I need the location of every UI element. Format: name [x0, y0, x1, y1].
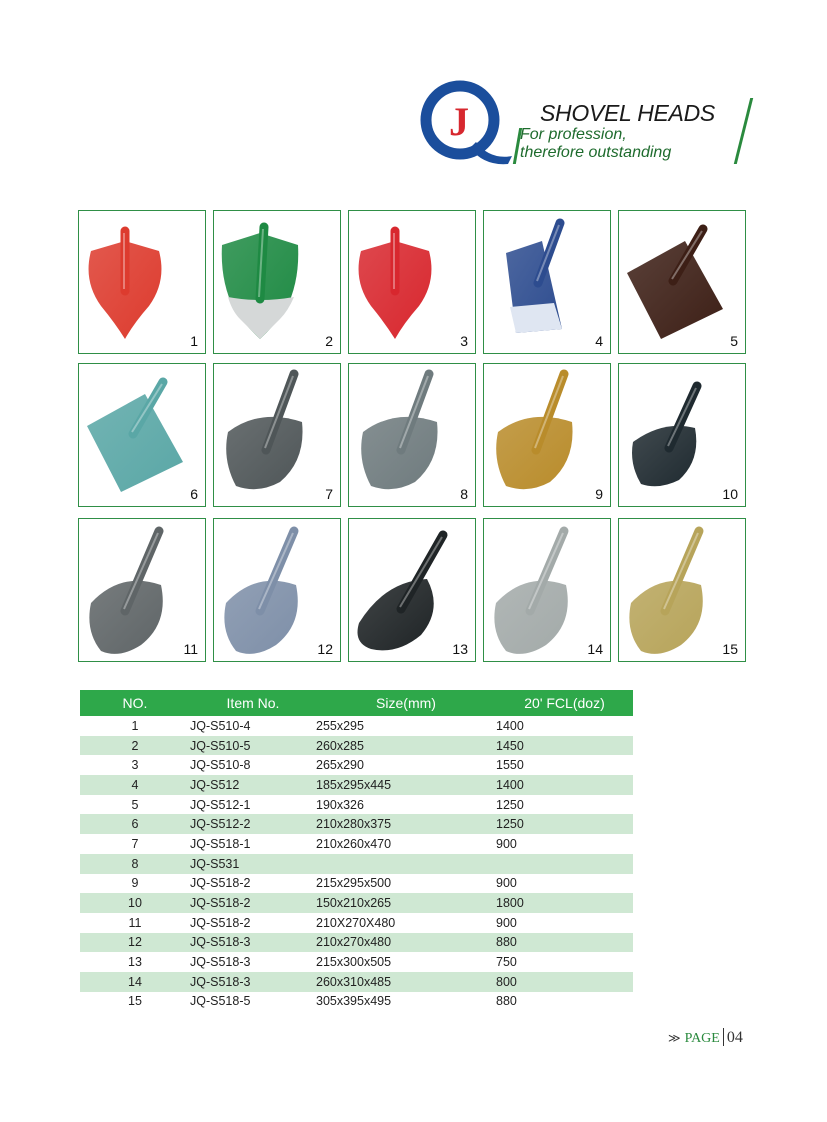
cell-no: 8 — [80, 854, 190, 874]
col-header-item: Item No. — [190, 690, 316, 716]
cell-size: 215x300x505 — [316, 952, 496, 972]
cell-no: 7 — [80, 834, 190, 854]
cell-size: 210x280x375 — [316, 814, 496, 834]
spec-table — [80, 690, 633, 1011]
product-cell — [78, 363, 206, 507]
cell-size: 305x395x495 — [316, 992, 496, 1012]
title-block — [512, 98, 762, 170]
cell-size: 260x310x485 — [316, 972, 496, 992]
cell-fcl — [496, 854, 633, 874]
product-number: 6 — [190, 486, 198, 502]
cell-size: 265x290 — [316, 755, 496, 775]
product-number: 3 — [460, 333, 468, 349]
cell-size: 210x270x480 — [316, 933, 496, 953]
product-number: 13 — [452, 641, 468, 657]
product-number: 12 — [317, 641, 333, 657]
table-row — [80, 736, 633, 756]
svg-text:J: J — [449, 99, 469, 144]
shovel-head-image — [484, 364, 610, 506]
cell-item-no: JQ-S510-4 — [190, 716, 316, 736]
cell-fcl: 1250 — [496, 795, 633, 815]
cell-no: 12 — [80, 933, 190, 953]
qj-logo — [418, 80, 518, 166]
cell-fcl: 880 — [496, 992, 633, 1012]
col-header-fcl: 20' FCL(doz) — [496, 690, 633, 716]
cell-fcl: 800 — [496, 972, 633, 992]
cell-no: 11 — [80, 913, 190, 933]
table-row — [80, 933, 633, 953]
col-header-size: Size(mm) — [316, 690, 496, 716]
product-number: 2 — [325, 333, 333, 349]
arrow-icon: ≫ — [668, 1031, 681, 1045]
cell-no: 10 — [80, 893, 190, 913]
table-row — [80, 913, 633, 933]
product-number: 10 — [722, 486, 738, 502]
cell-item-no: JQ-S518-5 — [190, 992, 316, 1012]
product-cell — [348, 518, 476, 662]
table-row — [80, 854, 633, 874]
shovel-head-image — [79, 211, 205, 353]
product-number: 14 — [587, 641, 603, 657]
product-cell — [348, 363, 476, 507]
product-cell — [618, 518, 746, 662]
cell-no: 6 — [80, 814, 190, 834]
cell-fcl: 750 — [496, 952, 633, 972]
cell-no: 4 — [80, 775, 190, 795]
cell-item-no: JQ-S510-8 — [190, 755, 316, 775]
cell-no: 13 — [80, 952, 190, 972]
product-cell — [483, 363, 611, 507]
tagline-line1: For profession, — [520, 126, 627, 143]
cell-size: 185x295x445 — [316, 775, 496, 795]
cell-item-no: JQ-S512-2 — [190, 814, 316, 834]
table-row — [80, 795, 633, 815]
cell-size: 255x295 — [316, 716, 496, 736]
page-label: PAGE — [684, 1031, 720, 1046]
cell-size: 150x210x265 — [316, 893, 496, 913]
shovel-head-image — [214, 364, 340, 506]
product-cell — [213, 363, 341, 507]
cell-item-no: JQ-S518-3 — [190, 952, 316, 972]
cell-item-no: JQ-S510-5 — [190, 736, 316, 756]
page-title: SHOVEL HEADS — [540, 100, 715, 126]
cell-size: 210X270X480 — [316, 913, 496, 933]
cell-fcl: 900 — [496, 913, 633, 933]
shovel-head-image — [214, 211, 340, 353]
tagline-line2: therefore outstanding — [520, 144, 672, 161]
shovel-head-image — [349, 364, 475, 506]
product-cell — [213, 518, 341, 662]
table-row — [80, 972, 633, 992]
table-row — [80, 952, 633, 972]
cell-item-no: JQ-S512-1 — [190, 795, 316, 815]
product-cell — [78, 518, 206, 662]
shovel-head-image — [349, 211, 475, 353]
shovel-head-image — [484, 519, 610, 661]
cell-item-no: JQ-S512 — [190, 775, 316, 795]
cell-fcl: 900 — [496, 834, 633, 854]
accent-bar-right — [734, 98, 753, 164]
product-cell — [348, 210, 476, 354]
product-cell — [213, 210, 341, 354]
cell-fcl: 1400 — [496, 775, 633, 795]
product-number: 1 — [190, 333, 198, 349]
cell-fcl: 900 — [496, 874, 633, 894]
product-number: 9 — [595, 486, 603, 502]
page-footer — [668, 1028, 743, 1047]
shovel-head-image — [214, 519, 340, 661]
shovel-head-image — [619, 519, 745, 661]
cell-no: 14 — [80, 972, 190, 992]
cell-no: 2 — [80, 736, 190, 756]
table-header-row — [80, 690, 633, 716]
product-number: 15 — [722, 641, 738, 657]
cell-no: 9 — [80, 874, 190, 894]
cell-fcl: 1800 — [496, 893, 633, 913]
shovel-head-image — [619, 211, 745, 353]
table-row — [80, 893, 633, 913]
table-row — [80, 874, 633, 894]
shovel-head-image — [619, 364, 745, 506]
cell-no: 3 — [80, 755, 190, 775]
cell-fcl: 1250 — [496, 814, 633, 834]
page-number: 04 — [726, 1029, 743, 1046]
product-number: 7 — [325, 486, 333, 502]
shovel-head-image — [79, 364, 205, 506]
product-number: 5 — [730, 333, 738, 349]
cell-size — [316, 854, 496, 874]
product-number: 8 — [460, 486, 468, 502]
tagline — [520, 126, 671, 162]
cell-size: 260x285 — [316, 736, 496, 756]
cell-size: 215x295x500 — [316, 874, 496, 894]
cell-item-no: JQ-S531 — [190, 854, 316, 874]
cell-item-no: JQ-S518-3 — [190, 933, 316, 953]
product-number: 11 — [183, 641, 198, 657]
product-cell — [483, 210, 611, 354]
cell-size: 190x326 — [316, 795, 496, 815]
cell-size: 210x260x470 — [316, 834, 496, 854]
cell-fcl: 880 — [496, 933, 633, 953]
product-cell — [618, 363, 746, 507]
table-row — [80, 716, 633, 736]
cell-fcl: 1450 — [496, 736, 633, 756]
table-row — [80, 814, 633, 834]
cell-item-no: JQ-S518-1 — [190, 834, 316, 854]
shovel-head-image — [79, 519, 205, 661]
divider — [723, 1028, 724, 1046]
cell-item-no: JQ-S518-2 — [190, 913, 316, 933]
product-cell — [78, 210, 206, 354]
shovel-head-image — [349, 519, 475, 661]
table-row — [80, 834, 633, 854]
table-row — [80, 992, 633, 1012]
cell-item-no: JQ-S518-3 — [190, 972, 316, 992]
shovel-head-image — [484, 211, 610, 353]
col-header-no: NO. — [80, 690, 190, 716]
product-cell — [483, 518, 611, 662]
cell-fcl: 1400 — [496, 716, 633, 736]
product-cell — [618, 210, 746, 354]
cell-no: 1 — [80, 716, 190, 736]
cell-item-no: JQ-S518-2 — [190, 893, 316, 913]
product-number: 4 — [595, 333, 603, 349]
table-row — [80, 775, 633, 795]
cell-no: 5 — [80, 795, 190, 815]
cell-no: 15 — [80, 992, 190, 1012]
cell-fcl: 1550 — [496, 755, 633, 775]
table-row — [80, 755, 633, 775]
cell-item-no: JQ-S518-2 — [190, 874, 316, 894]
